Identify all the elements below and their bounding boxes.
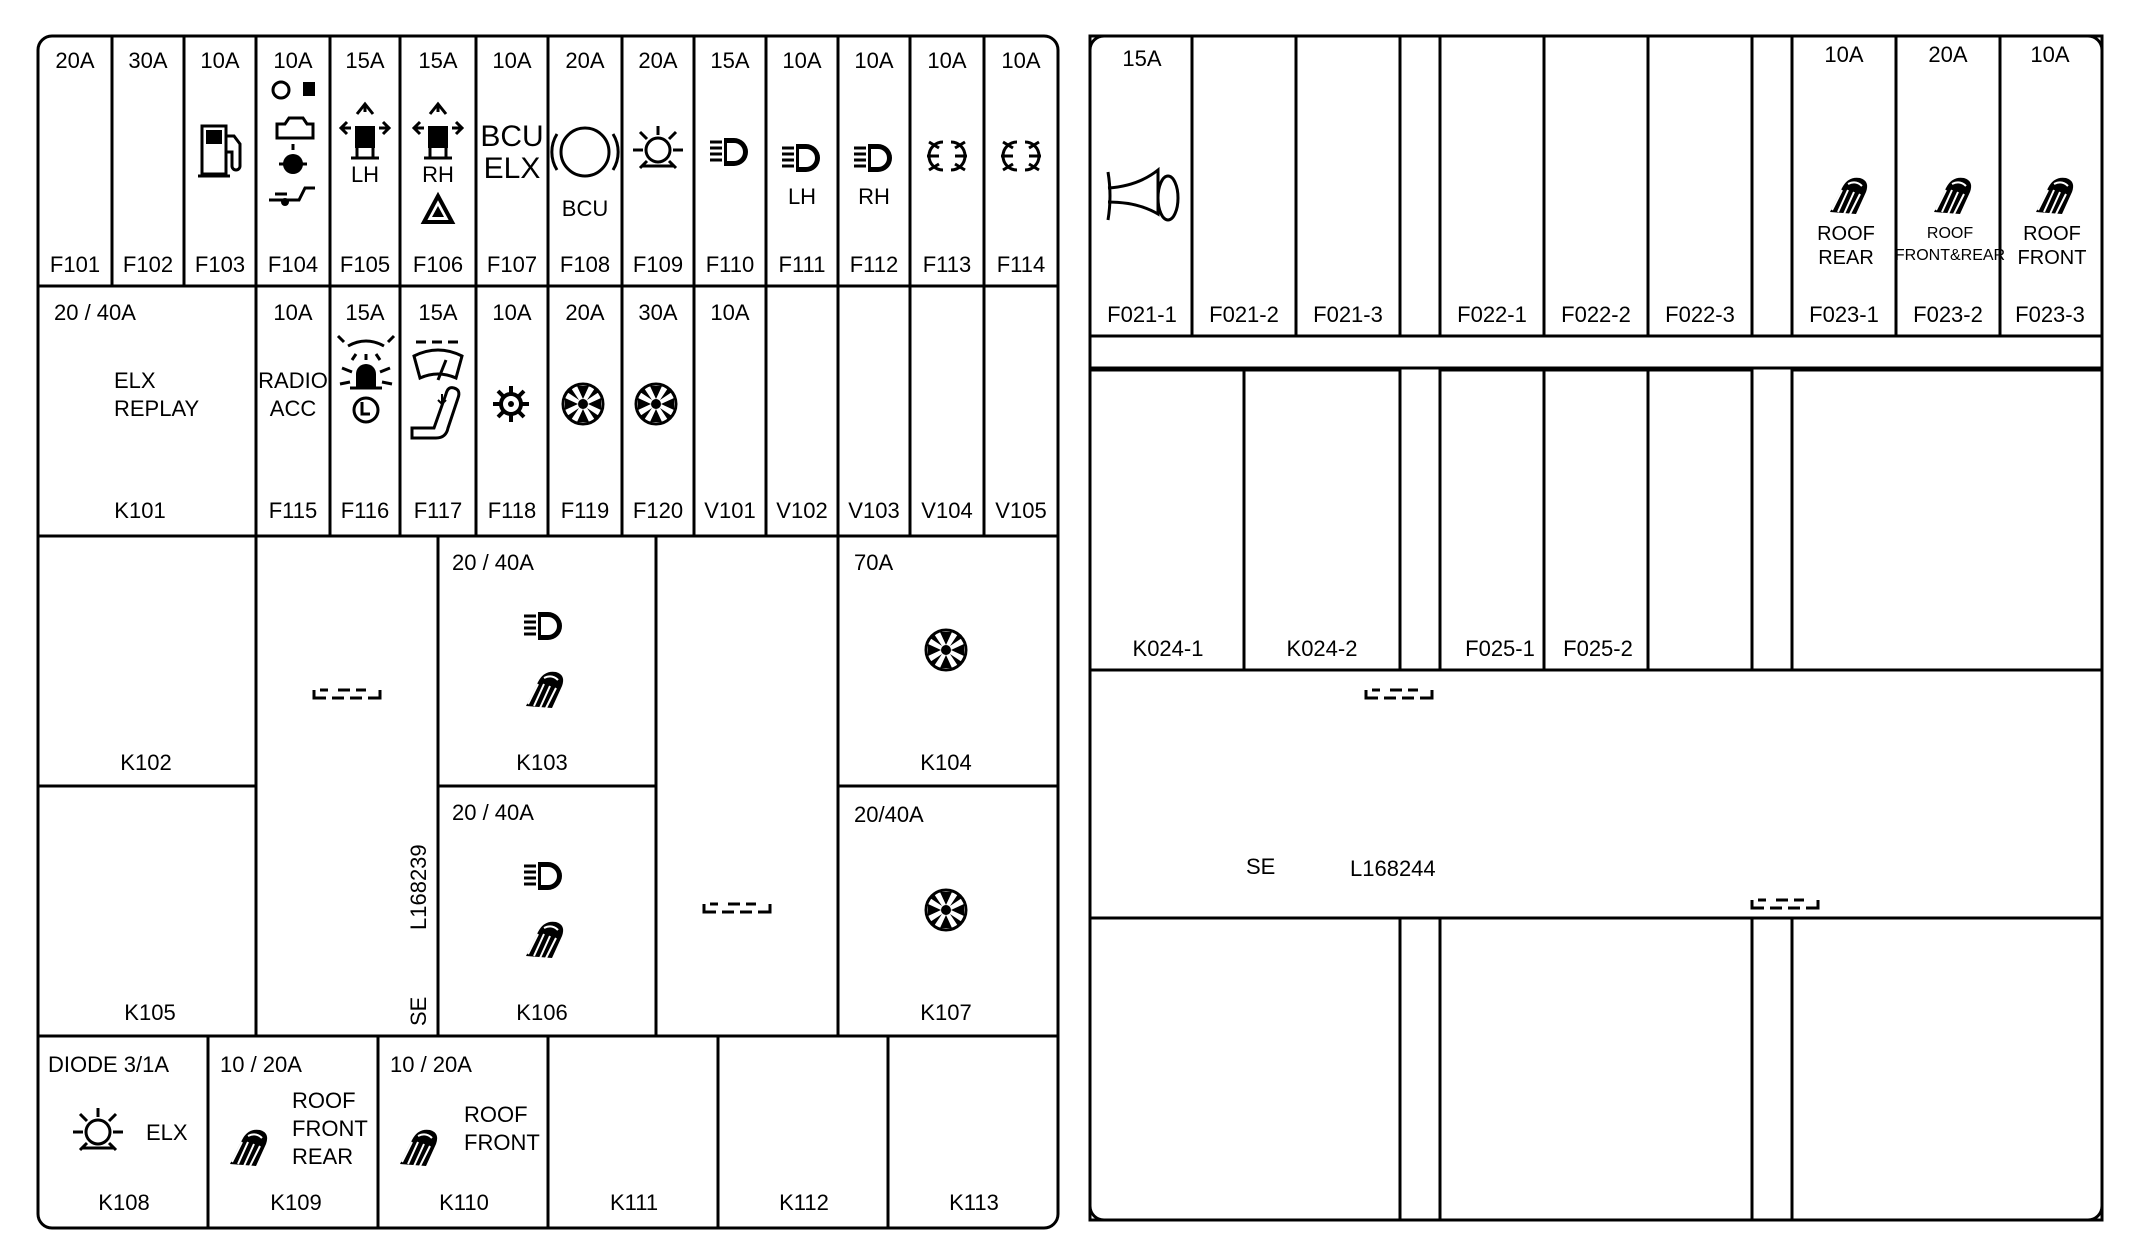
roof-light-icon	[400, 1130, 437, 1166]
relay-socket-pattern	[1366, 690, 1432, 698]
headlamp-icon	[524, 612, 562, 640]
fuse-line2: ELX	[483, 152, 541, 185]
f023-1-line1: ROOF	[1817, 223, 1875, 245]
k024-2-code: K024-2	[1286, 636, 1358, 661]
fuse-code: V104	[921, 498, 973, 523]
fuse-rating: 10A	[200, 48, 240, 73]
fuse-code: F114	[996, 252, 1046, 277]
fuse-code: F119	[560, 498, 610, 523]
fuse-rating: 20A	[638, 48, 678, 73]
fuse-code: F106	[412, 252, 464, 277]
fuse-sublabel: LH	[350, 162, 380, 187]
fuse-code: V105	[995, 498, 1047, 523]
roof-light-icon	[526, 672, 563, 708]
fuse-line2: ACC	[269, 396, 317, 421]
fuse-rating: 15A	[710, 48, 750, 73]
brake-ring-icon	[552, 128, 618, 176]
parking-light-icon	[1001, 142, 1041, 170]
f023-1-rating: 10A	[1824, 42, 1864, 67]
k108-label: ELX	[146, 1120, 188, 1145]
wiper-seat-icon	[412, 342, 462, 438]
fuse-sublabel: RH	[422, 162, 454, 187]
roof-light-icon	[1830, 178, 1867, 214]
f025-1-code: F025-1	[1465, 636, 1535, 661]
k109-line1: ROOF	[292, 1088, 356, 1113]
fuse-line1: BCU	[480, 120, 544, 153]
fuse-code: F117	[413, 498, 463, 523]
horn-icon	[1108, 170, 1178, 220]
fuse-rating: 10A	[854, 48, 894, 73]
f021-1-code: F021-1	[1107, 302, 1177, 327]
f023-2-rating: 20A	[1928, 42, 1968, 67]
fuse-code: F116	[340, 498, 390, 523]
k101-line2: REPLAY	[114, 396, 200, 421]
fuse-code: F113	[922, 252, 972, 277]
k108-code: K108	[98, 1190, 150, 1215]
k110-line2: FRONT	[464, 1130, 540, 1155]
f023-3-line1: ROOF	[2023, 223, 2081, 245]
fuse-code: V103	[848, 498, 900, 523]
rotated-reference: L168239	[406, 844, 431, 930]
f023-3-rating: 10A	[2030, 42, 2070, 67]
k103-rating: 20 / 40A	[452, 550, 534, 575]
fuse-rating: 20A	[565, 48, 605, 73]
fuse-rating: 15A	[345, 300, 385, 325]
right-panel-border	[1090, 36, 2102, 1220]
k109-line3: REAR	[292, 1144, 354, 1169]
fuse-code: F120	[632, 498, 684, 523]
k024-1-code: K024-1	[1132, 636, 1204, 661]
k109-code: K109	[270, 1190, 322, 1215]
headlamp-icon	[782, 144, 820, 172]
fuse-rating: 10A	[927, 48, 967, 73]
lamp-icon	[633, 126, 683, 168]
k103-code: K103	[516, 750, 568, 775]
fan-icon	[926, 630, 966, 670]
f021-2-code: F021-2	[1209, 302, 1279, 327]
fuse-sublabel: BCU	[561, 196, 609, 221]
k105-code: K105	[124, 1000, 176, 1025]
parking-light-icon	[927, 142, 967, 170]
fuse-sublabel: LH	[787, 184, 817, 209]
f021-3-code: F021-3	[1313, 302, 1383, 327]
k102-code: K102	[120, 750, 172, 775]
f023-1-code: F023-1	[1809, 302, 1879, 327]
fan-icon	[636, 384, 676, 424]
f023-3-code: F023-3	[2015, 302, 2085, 327]
k104-code: K104	[920, 750, 972, 775]
k109-rating: 10 / 20A	[220, 1052, 302, 1077]
k110-line1: ROOF	[464, 1102, 528, 1127]
fuse-code: F102	[122, 252, 174, 277]
fuse-code: F111	[778, 252, 826, 277]
fuse-code: F109	[632, 252, 684, 277]
fuse-code: F107	[486, 252, 538, 277]
k110-code: K110	[439, 1190, 489, 1215]
rotated-se: SE	[406, 996, 431, 1026]
mirror-adjust-icon	[414, 104, 462, 158]
k111-code: K111	[609, 1190, 659, 1215]
fuse-rating: 10A	[273, 48, 313, 73]
fan-small-icon	[493, 386, 529, 422]
f021-rating: 15A	[1122, 46, 1162, 71]
roof-light-icon	[230, 1130, 267, 1166]
fan-icon	[563, 384, 603, 424]
fuse-rating: 20A	[55, 48, 95, 73]
roof-light-icon	[526, 922, 563, 958]
right-reference: L168244	[1350, 856, 1436, 881]
fuse-code: F110	[705, 252, 755, 277]
f023-2-line2: FRONT&REAR	[1894, 247, 2006, 264]
right-se-label: SE	[1246, 854, 1276, 879]
roof-light-icon	[1934, 178, 1971, 214]
fuse-sublabel: RH	[858, 184, 890, 209]
k109-line2: FRONT	[292, 1116, 368, 1141]
fuse-code: V102	[776, 498, 828, 523]
fuse-rating: 10A	[1001, 48, 1041, 73]
fuse-rating: 10A	[782, 48, 822, 73]
fuse-rating: 15A	[418, 300, 458, 325]
left-fuse-panel	[38, 36, 1058, 1228]
k106-rating: 20 / 40A	[452, 800, 534, 825]
right-fuse-panel	[1090, 36, 2102, 1220]
relay-socket-pattern	[1752, 900, 1818, 908]
fuse-code: F108	[559, 252, 611, 277]
fuse-rating: 10A	[710, 300, 750, 325]
fuse-code: F118	[487, 498, 537, 523]
multi-symbol-icon	[269, 82, 315, 206]
warning-triangle-icon	[424, 196, 452, 222]
f023-1-line2: REAR	[1818, 247, 1874, 269]
fuse-rating: 10A	[273, 300, 313, 325]
fan-icon	[926, 890, 966, 930]
k113-code: K113	[949, 1190, 999, 1215]
f025-2-code: F025-2	[1563, 636, 1633, 661]
mirror-adjust-icon	[341, 104, 389, 158]
k112-code: K112	[779, 1190, 829, 1215]
k101-code: K101	[114, 498, 166, 523]
roof-light-icon	[2036, 178, 2073, 214]
f023-3-line2: FRONT	[2017, 247, 2087, 269]
k107-rating: 20/40A	[854, 802, 924, 827]
fuse-rating: 30A	[128, 48, 168, 73]
f022-2-code: F022-2	[1561, 302, 1631, 327]
fuse-code: F101	[49, 252, 101, 277]
fuse-rating: 30A	[638, 300, 678, 325]
k110-rating: 10 / 20A	[390, 1052, 472, 1077]
f023-2-line1: ROOF	[1926, 225, 1974, 242]
k107-code: K107	[920, 1000, 972, 1025]
fuse-rating: 10A	[492, 48, 532, 73]
k106-code: K106	[516, 1000, 568, 1025]
relay-socket-pattern	[704, 904, 770, 912]
k101-line1: ELX	[114, 368, 156, 393]
fuse-code: F103	[194, 252, 246, 277]
relay-socket-pattern	[314, 690, 380, 698]
fuse-rating: 15A	[418, 48, 458, 73]
f022-3-code: F022-3	[1665, 302, 1735, 327]
f022-1-code: F022-1	[1457, 302, 1527, 327]
k104-rating: 70A	[854, 550, 894, 575]
k108-rating: DIODE 3/1A	[48, 1052, 170, 1077]
fuse-code: F105	[339, 252, 391, 277]
lamp-icon	[73, 1108, 123, 1150]
f023-2-code: F023-2	[1913, 302, 1983, 327]
fuse-code: F112	[849, 252, 899, 277]
fuse-code: F115	[268, 498, 318, 523]
fuse-rating: 15A	[345, 48, 385, 73]
fuel-pump-icon	[198, 126, 240, 176]
fuse-rating: 20A	[565, 300, 605, 325]
headlamp-icon	[710, 138, 748, 166]
fuse-line1: RADIO	[258, 368, 328, 393]
headlamp-icon	[524, 862, 562, 890]
headlamp-icon	[854, 144, 892, 172]
fuse-rating: 10A	[492, 300, 532, 325]
interior-beacon-icon	[338, 336, 394, 422]
k101-rating: 20 / 40A	[54, 300, 136, 325]
fuse-code: F104	[267, 252, 319, 277]
fuse-code: V101	[704, 498, 756, 523]
